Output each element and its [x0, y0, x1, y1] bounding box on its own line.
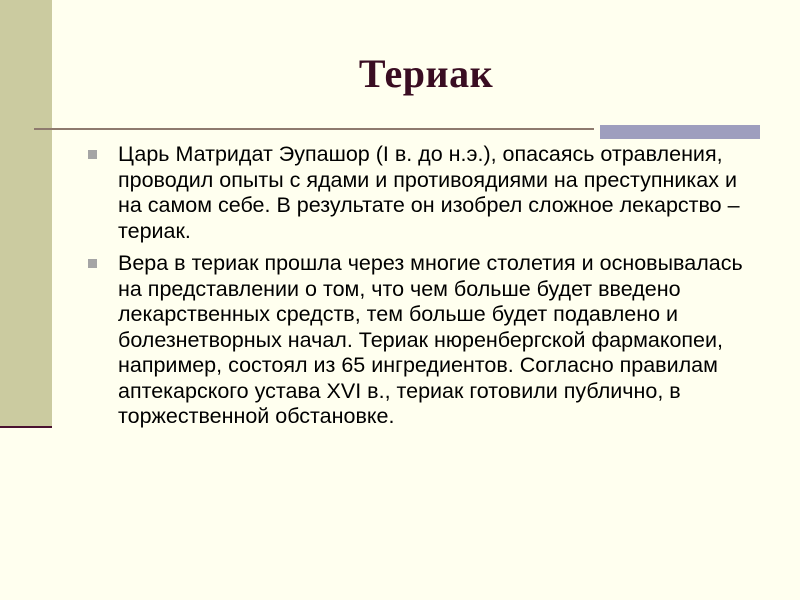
square-bullet-icon	[88, 259, 97, 268]
title-accent-bar	[600, 125, 760, 139]
title-divider-line	[34, 128, 594, 130]
bullet-item	[88, 142, 748, 244]
bullet-text: Царь Матридат Эупашор (I в. до н.э.), опасаясь отравления, проводил опыты с ядами и противоядиями на преступниках и на самом себе. В результате он изобрел сложное лекарство – териак.	[118, 142, 740, 243]
slide-title: Териак	[358, 51, 494, 96]
left-band-divider	[0, 426, 52, 428]
bullet-item	[88, 251, 748, 430]
bullet-list	[88, 142, 748, 437]
left-decorative-band	[0, 0, 52, 428]
bullet-text: Вера в териак прошла через многие столетия и основывалась на представлении о том, что чем больше будет введено лекарственных средств, тем больше будет подавлено и болезнетворных начал. Териак нюренбергской фармакопеи, например, состоял из 65 ингредиентов. Согласно правилам аптекарского устава XVI в., териак готовили публично, в торжественной обстановке.	[118, 251, 743, 428]
square-bullet-icon	[88, 150, 97, 159]
